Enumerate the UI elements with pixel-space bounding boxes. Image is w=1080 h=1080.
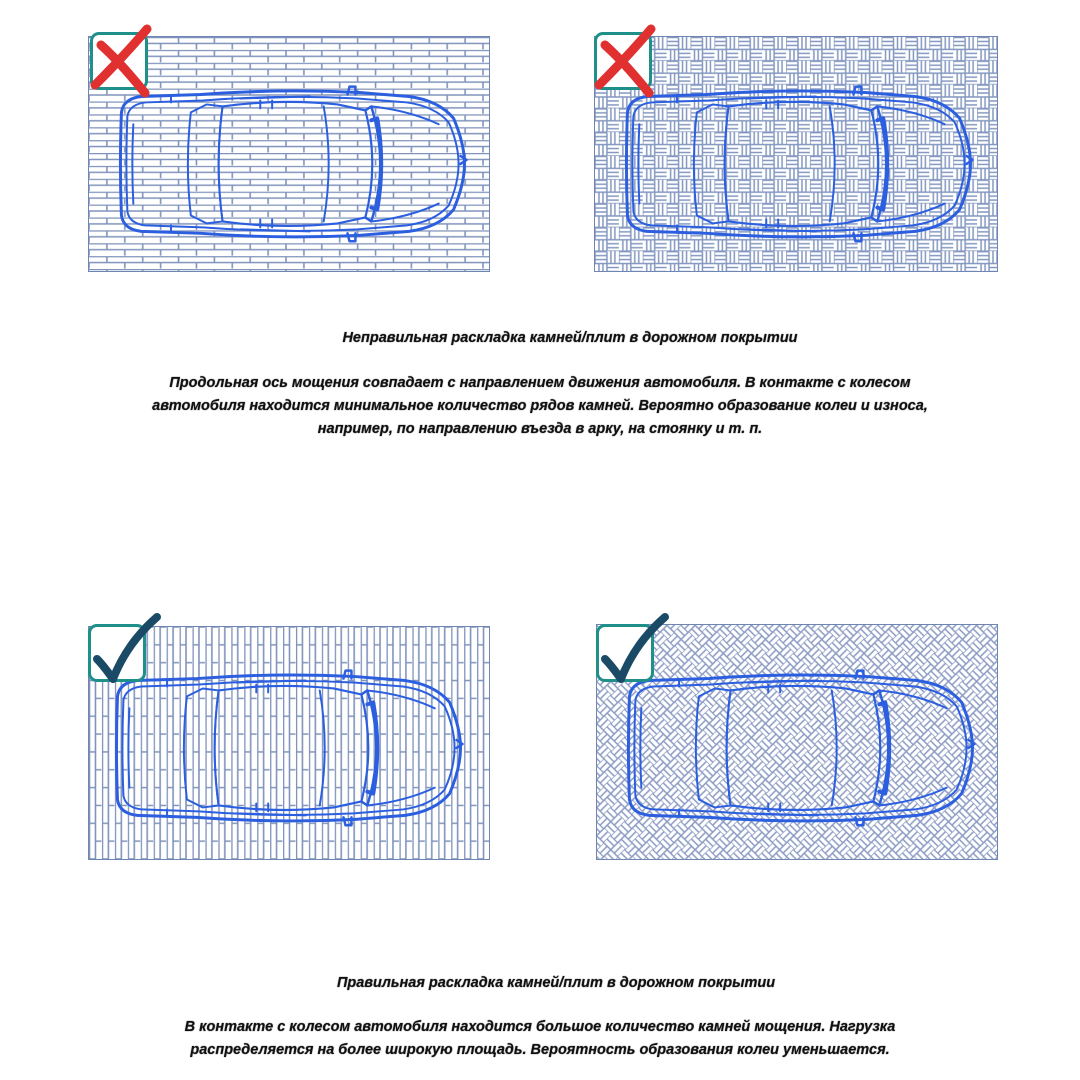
description-line: В контакте с колесом автомобиля находится большое количество камней мощения. Нагрузка — [184, 1019, 896, 1035]
description-line: например, по направлению въезда в арку, на стоянку и т. п. — [317, 421, 763, 437]
check-icon — [83, 613, 163, 693]
incorrect-layout-description — [0, 372, 1080, 441]
cross-icon — [85, 21, 165, 101]
correct-badge — [596, 624, 654, 682]
incorrect-layout-title: Неправильная раскладка камней/плит в дорожном покрытии — [342, 330, 798, 346]
correct-layout-description — [0, 1016, 1080, 1062]
cross-icon — [589, 21, 669, 101]
correct-layout-title: Правильная раскладка камней/плит в дорожном покрытии — [336, 975, 776, 991]
correct-badge — [88, 624, 146, 682]
description-line: автомобиля находится минимальное количество рядов камней. Вероятно образование колеи и износа, — [152, 398, 928, 414]
description-line: Продольная ось мощения совпадает с направлением движения автомобиля. В контакте с колесом — [169, 375, 911, 391]
incorrect-badge — [90, 32, 148, 90]
incorrect-badge — [594, 32, 652, 90]
description-line: распределяется на более широкую площадь. Вероятность образования колеи уменьшается. — [190, 1042, 890, 1058]
check-icon — [591, 613, 671, 693]
